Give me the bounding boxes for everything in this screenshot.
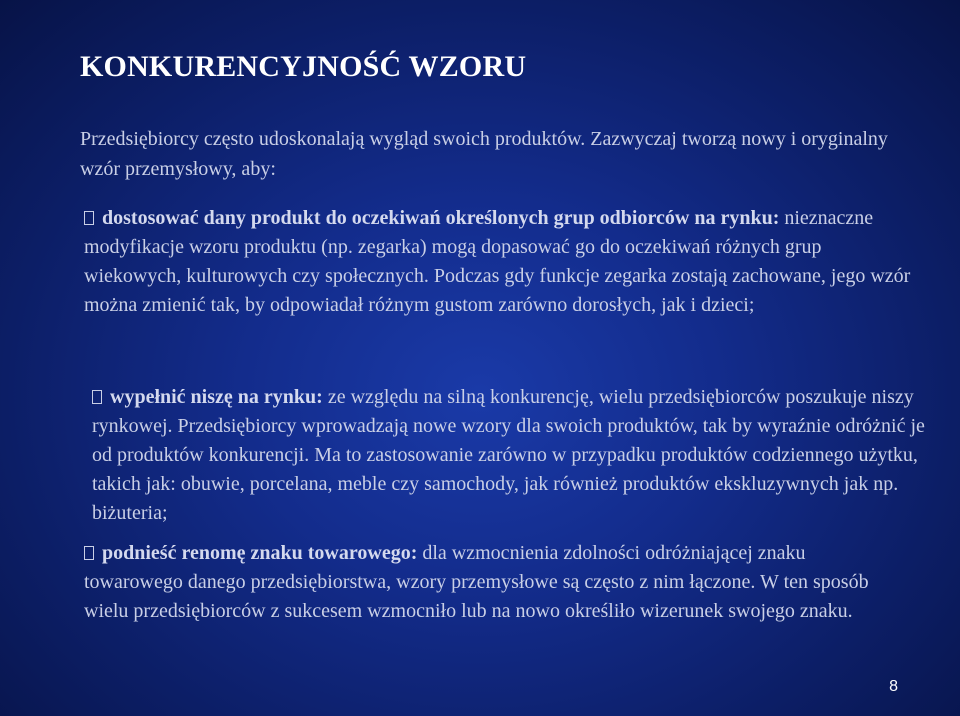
bullet-item-fill-niche bbox=[92, 383, 942, 528]
bullet-marker-icon bbox=[92, 390, 102, 404]
bullet-marker-icon bbox=[84, 546, 94, 560]
bullet-text: ze względu na silną konkurencję, wielu przedsiębiorców poszukuje niszy rynkowej. Przedsiębiorcy wprowadzają nowe wzory dla swoich produktów, tak by wyraźnie odróżnić je od produktów konkurencji. Ma to zastosowanie zarówno w przypadku produktów codziennego użytku, takich jak: obuwie, porcelana, meble czy samochody, jak również produktów ekskluzywnych jak np. biżuteria; bbox=[92, 386, 925, 524]
bullet-lead: wypełnić niszę na rynku: bbox=[110, 386, 323, 408]
bullet-marker-icon bbox=[84, 211, 94, 225]
bullet-lead: podnieść renomę znaku towarowego: bbox=[102, 542, 418, 564]
bullet-item-trademark-renown bbox=[84, 539, 904, 626]
page-number: 8 bbox=[889, 678, 898, 695]
bullet-lead: dostosować dany produkt do oczekiwań określonych grup odbiorców na rynku: bbox=[102, 207, 780, 229]
bullet-item-adapt-product bbox=[84, 204, 914, 320]
intro-paragraph: Przedsiębiorcy często udoskonalają wygląd swoich produktów. Zazwyczaj tworzą nowy i oryginalny wzór przemysłowy, aby: bbox=[80, 128, 888, 180]
slide-title: KONKURENCYJNOŚĆ WZORU bbox=[80, 50, 527, 83]
bullet-text: dla wzmocnienia zdolności odróżniającej znaku towarowego danego przedsiębiorstwa, wzory przemysłowe są często z nim łączone. W ten sposób wielu przedsiębiorców z sukcesem wzmocniło lub na nowo określiło wizerunek swojego znaku. bbox=[84, 542, 869, 622]
bullet-text: nieznaczne modyfikacje wzoru produktu (np. zegarka) mogą dopasować go do oczekiwań różnych grup wiekowych, kulturowych czy społecznych. Podczas gdy funkcje zegarka zostają zachowane, jego wzór można zmienić tak, by odpowiadał różnym gustom zarówno dorosłych, jak i dzieci; bbox=[84, 207, 911, 316]
